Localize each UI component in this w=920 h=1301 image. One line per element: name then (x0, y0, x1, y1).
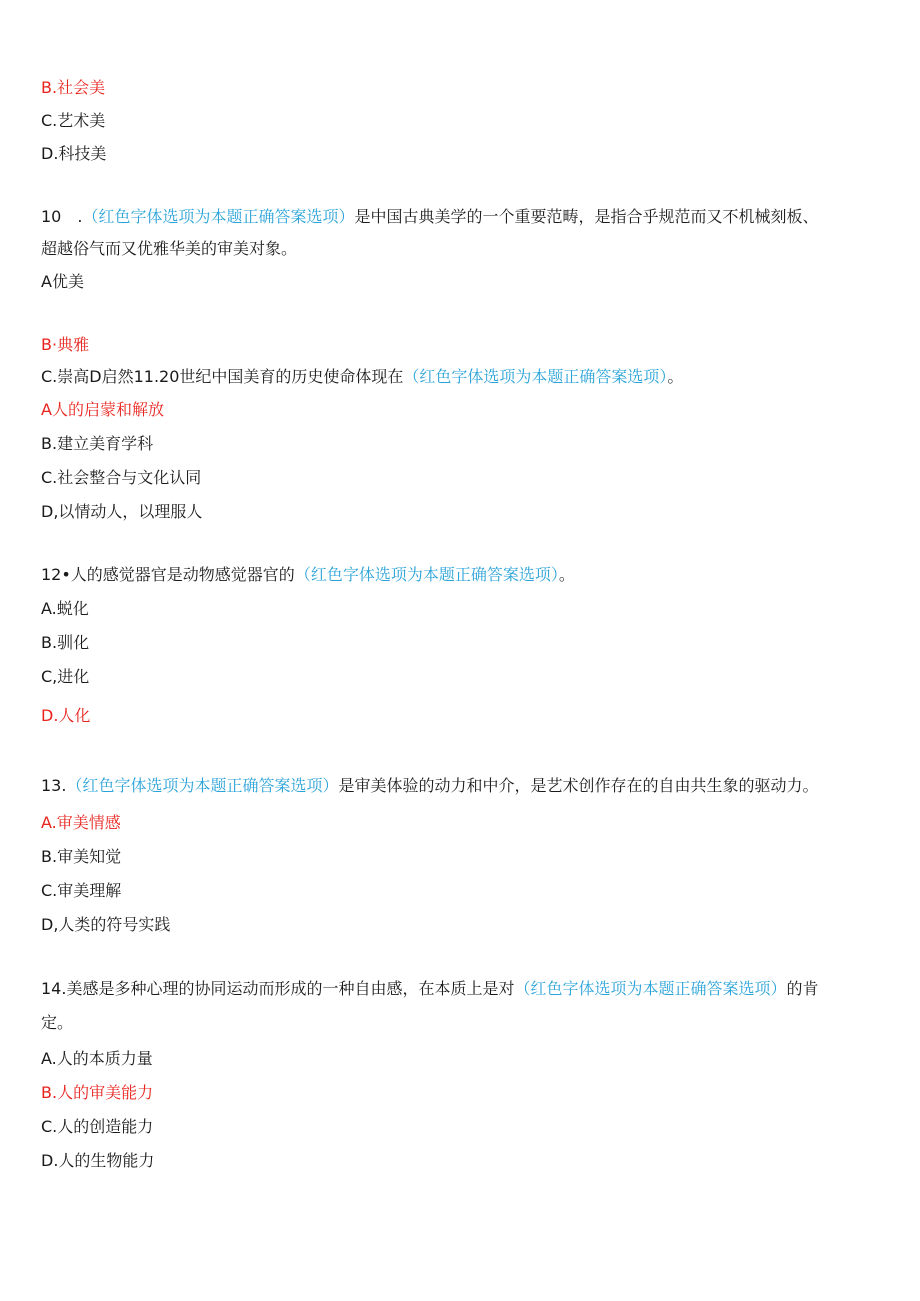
question-12-option-b: B.驯化 (41, 633, 90, 652)
question-14-text: 14.美感是多种心理的协同运动而形成的一种自由感，在本质上是对 (41, 979, 515, 998)
question-12-option-d: D.人化 (41, 706, 91, 725)
question-12-text: 12•人的感觉器官是动物感觉器官的 (41, 565, 295, 584)
question-11-option-b: B.建立美育学科 (41, 434, 154, 453)
question-12-end: 。 (558, 565, 575, 584)
question-13-option-c: C.审美理解 (41, 881, 122, 900)
question-14-option-c: C.人的创造能力 (41, 1117, 154, 1136)
question-12-hint: （红色字体选项为本题正确答案选项） (294, 565, 559, 584)
question-14-option-a: A.人的本质力量 (41, 1049, 153, 1068)
question-11-line-1 (41, 366, 683, 388)
question-10-option-a: A优美 (41, 272, 84, 291)
question-13-option-b: B.审美知觉 (41, 847, 122, 866)
question-11-text: C.崇高D启然11.20世纪中国美育的历史使命体现在 (41, 367, 404, 386)
option-b-social-beauty: B.社会美 (41, 78, 106, 97)
question-14-line-1 (41, 978, 818, 1000)
question-10-option-b: B·典雅 (41, 335, 90, 354)
question-13-option-a: A.审美情感 (41, 813, 121, 832)
question-14-hint: （红色字体选项为本题正确答案选项） (514, 979, 787, 998)
question-11-option-d: D,以情动人，以理服人 (41, 502, 203, 521)
question-13-number: 13. (41, 776, 67, 795)
question-14-end: 的肯 (786, 979, 819, 998)
question-13-hint: （红色字体选项为本题正确答案选项） (66, 776, 339, 795)
question-11-end: 。 (667, 367, 684, 386)
question-13-text: 是审美体验的动力和中介，是艺术创作存在的自由共生象的驱动力。 (338, 776, 819, 795)
question-13-line-1 (41, 775, 818, 797)
option-d-tech-beauty: D.科技美 (41, 144, 107, 163)
question-11-option-c: C.社会整合与文化认同 (41, 468, 202, 487)
question-10-line-1 (41, 206, 818, 228)
question-10-hint: （红色字体选项为本题正确答案选项） (82, 207, 355, 226)
question-10-number: 10 . (41, 207, 83, 226)
question-10-line-2: 超越俗气而又优雅华美的审美对象。 (41, 239, 298, 258)
question-14-option-b: B.人的审美能力 (41, 1083, 154, 1102)
question-14-option-d: D.人的生物能力 (41, 1151, 155, 1170)
question-12-line-1 (41, 564, 575, 586)
question-13-option-d: D,人类的符号实践 (41, 915, 171, 934)
option-c-art-beauty: C.艺术美 (41, 111, 106, 130)
question-12-option-c: C,进化 (41, 667, 90, 686)
question-12-option-a: A.蜕化 (41, 599, 89, 618)
question-11-option-a: A人的启蒙和解放 (41, 400, 164, 419)
question-10-text: 是中国古典美学的一个重要范畴，是指合乎规范而又不机械刻板、 (354, 207, 819, 226)
question-11-hint: （红色字体选项为本题正确答案选项） (403, 367, 668, 386)
question-14-line-2: 定。 (41, 1013, 74, 1032)
